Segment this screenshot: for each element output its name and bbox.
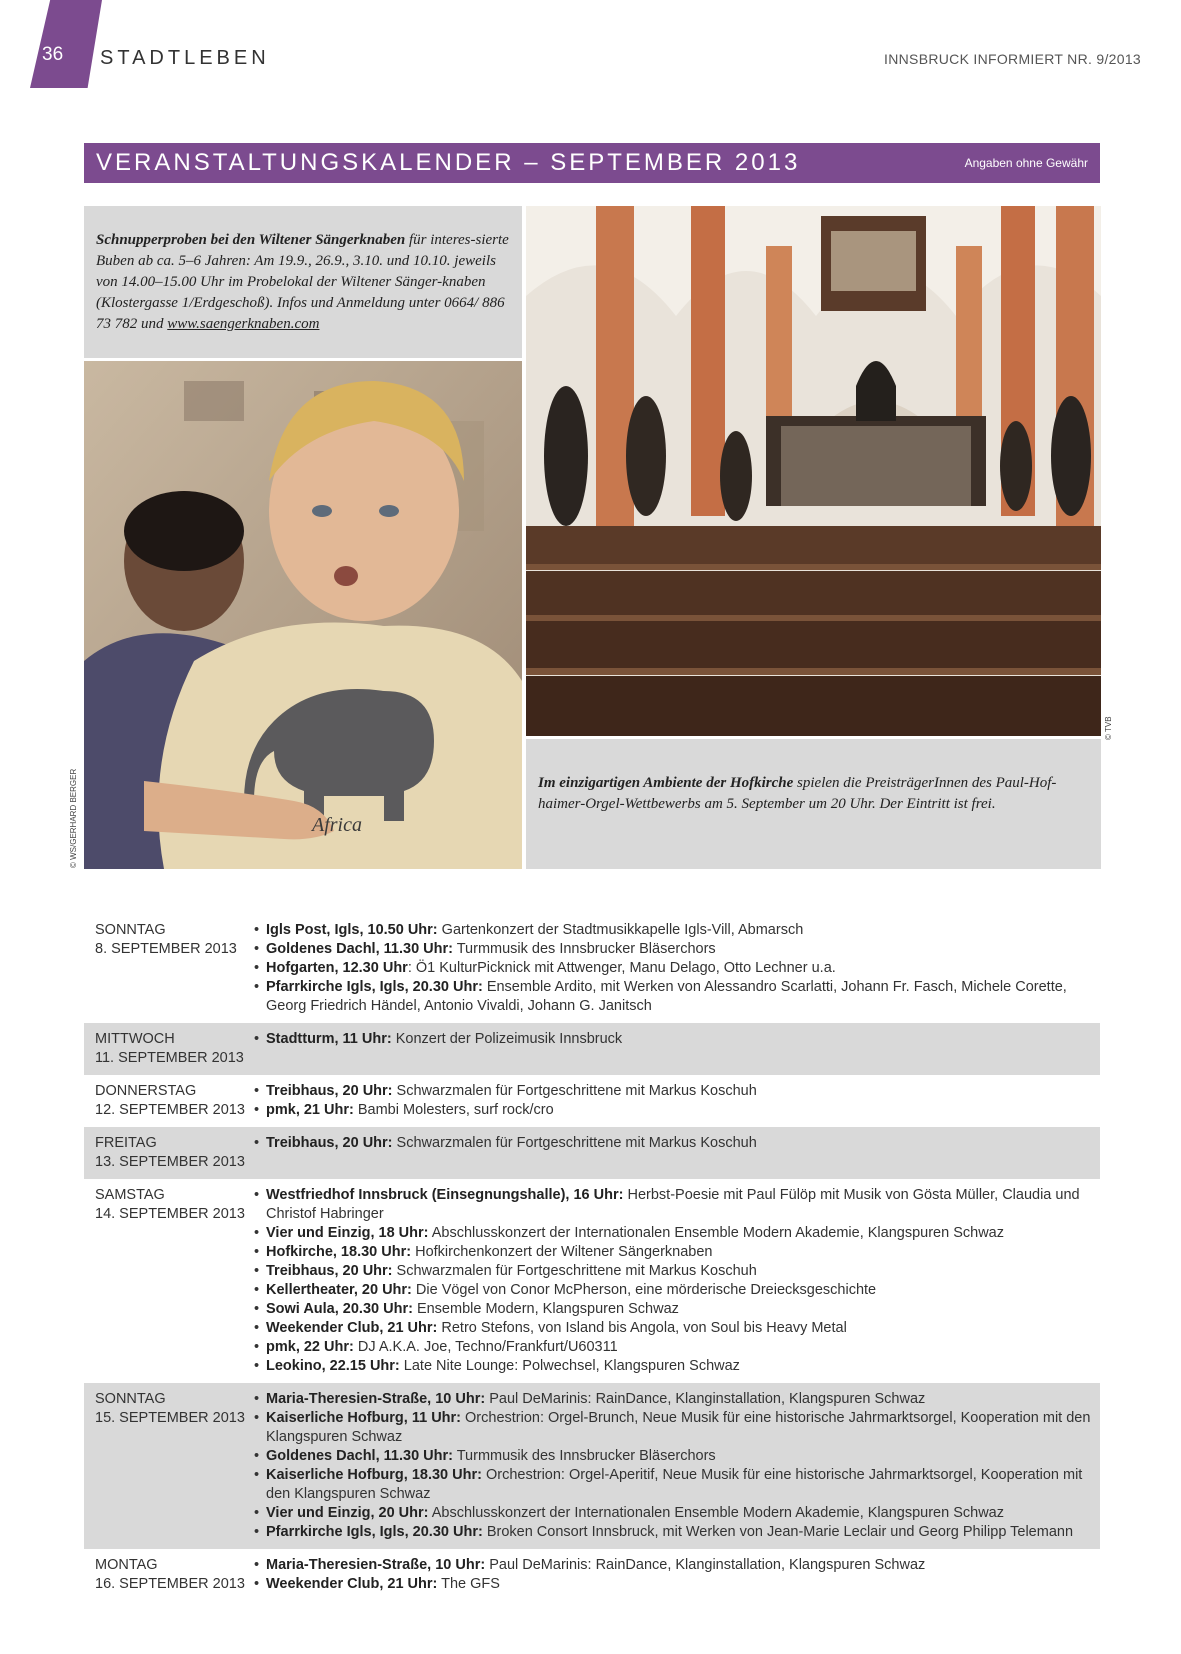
event-description: Turmmusik des Innsbrucker Bläserchors	[452, 941, 716, 957]
event-item	[252, 1556, 1100, 1575]
day-label	[84, 1556, 252, 1594]
event-place-time: Westfriedhof Innsbruck (Einsegnungshalle), 16 Uhr:	[266, 1187, 624, 1203]
event-place-time: Leokino, 22.15 Uhr:	[266, 1358, 400, 1374]
date: 15. SEPTEMBER 2013	[95, 1410, 245, 1426]
event-place-time: Maria-Theresien-Straße, 10 Uhr:	[266, 1391, 486, 1407]
saengerknaben-body: für interes-sierte Buben ab ca. 5–6 Jahren: Am 19.9., 26.9., 3.10. und 10.10. jeweils von 14.00–15.00 Uhr im Probelokal der Wiltener Sänger-knaben (Klostergasse 1/Erdgeschoß). Infos und Anmeldung unter 0664/ 886 73 782 und	[96, 232, 509, 332]
event-description: Ensemble Ardito, mit Werken von Alessandro Scarlatti, Johann Fr. Fasch, Michele Corette, Georg Friedrich Händel, Antonio Vivaldi, Johann G. Janitsch	[266, 979, 1067, 1014]
date: 8. SEPTEMBER 2013	[95, 941, 237, 957]
event-place-time: Sowi Aula, 20.30 Uhr:	[266, 1301, 413, 1317]
event-description: Schwarzmalen für Fortgeschrittene mit Markus Koschuh	[392, 1263, 757, 1279]
day-label	[84, 1082, 252, 1120]
event-item	[252, 1390, 1100, 1409]
weekday: SAMSTAG	[95, 1187, 165, 1203]
event-place-time: Treibhaus, 20 Uhr:	[266, 1135, 393, 1151]
event-description: Gartenkonzert der Stadtmusikkapelle Igls-Vill, Abmarsch	[437, 922, 804, 938]
hofkirche-teaser	[526, 739, 1101, 869]
event-place-time: Kaiserliche Hofburg, 18.30 Uhr:	[266, 1467, 482, 1483]
event-list	[252, 921, 1100, 1016]
event-item	[252, 1504, 1100, 1523]
event-description: Abschlusskonzert der Internationalen Ensemble Modern Akademie, Klangspuren Schwaz	[428, 1505, 1004, 1521]
event-item	[252, 1300, 1100, 1319]
weekday: MITTWOCH	[95, 1031, 175, 1047]
weekday: DONNERSTAG	[95, 1083, 197, 1099]
schedule-day-row	[84, 1023, 1100, 1075]
photo-hofkirche	[526, 206, 1101, 736]
saengerknaben-teaser	[84, 206, 522, 358]
weekday: SONNTAG	[95, 922, 166, 938]
event-description: Die Vögel von Conor McPherson, eine mörderische Dreiecksgeschichte	[411, 1282, 877, 1298]
event-list	[252, 1082, 1100, 1120]
event-place-time: Pfarrkirche Igls, Igls, 20.30 Uhr:	[266, 979, 483, 995]
event-place-time: Hofgarten, 12.30 Uhr	[266, 960, 408, 976]
weekday: SONNTAG	[95, 1391, 166, 1407]
event-list	[252, 1390, 1100, 1542]
schedule-day-row	[84, 1075, 1100, 1127]
event-item	[252, 1262, 1100, 1281]
event-description: Turmmusik des Innsbrucker Bläserchors	[452, 1448, 716, 1464]
event-place-time: Treibhaus, 20 Uhr:	[266, 1263, 393, 1279]
event-place-time: Stadtturm, 11 Uhr:	[266, 1031, 392, 1047]
event-item	[252, 1030, 1100, 1049]
issue-label: INNSBRUCK INFORMIERT NR. 9/2013	[884, 51, 1141, 67]
event-item	[252, 1575, 1100, 1594]
event-place-time: Goldenes Dachl, 11.30 Uhr:	[266, 1448, 453, 1464]
day-label	[84, 1186, 252, 1376]
event-place-time: Maria-Theresien-Straße, 10 Uhr:	[266, 1557, 486, 1573]
event-place-time: Vier und Einzig, 20 Uhr:	[266, 1505, 429, 1521]
event-item	[252, 1134, 1100, 1153]
event-place-time: Pfarrkirche Igls, Igls, 20.30 Uhr:	[266, 1524, 483, 1540]
photo-credit-boy: © WS/GERHARD BERGER	[69, 768, 78, 868]
schedule-day-row	[84, 914, 1100, 1023]
event-place-time: Vier und Einzig, 18 Uhr:	[266, 1225, 429, 1241]
event-item	[252, 1243, 1100, 1262]
disclaimer: Angaben ohne Gewähr	[964, 156, 1088, 170]
event-item	[252, 978, 1100, 1016]
event-place-time: Goldenes Dachl, 11.30 Uhr:	[266, 941, 453, 957]
event-description: Herbst-Poesie mit Paul Fülöp mit Musik von Gösta Müller, Claudia und Christof Habringer	[266, 1187, 1080, 1222]
day-label	[84, 1390, 252, 1542]
event-item	[252, 1319, 1100, 1338]
event-item	[252, 1447, 1100, 1466]
event-place-time: Kaiserliche Hofburg, 11 Uhr:	[266, 1410, 461, 1426]
event-description: Late Nite Lounge: Polwechsel, Klangspuren Schwaz	[399, 1358, 740, 1374]
event-description: : Ö1 KulturPicknick mit Attwenger, Manu Delago, Otto Lechner u.a.	[407, 960, 836, 976]
event-item	[252, 940, 1100, 959]
event-list	[252, 1556, 1100, 1594]
event-list	[252, 1134, 1100, 1172]
day-label	[84, 1134, 252, 1172]
schedule-day-row	[84, 1127, 1100, 1179]
event-description: Hofkirchenkonzert der Wiltener Sängerknaben	[411, 1244, 713, 1260]
event-place-time: Igls Post, Igls, 10.50 Uhr:	[266, 922, 438, 938]
saengerknaben-lead: Schnupperproben bei den Wiltener Sängerknaben	[96, 232, 406, 248]
section-label: STADTLEBEN	[100, 47, 270, 69]
page-title: VERANSTALTUNGSKALENDER – SEPTEMBER 2013	[96, 149, 801, 176]
event-item	[252, 921, 1100, 940]
event-place-time: pmk, 22 Uhr:	[266, 1339, 354, 1355]
event-description: Schwarzmalen für Fortgeschrittene mit Markus Koschuh	[392, 1083, 757, 1099]
date: 13. SEPTEMBER 2013	[95, 1154, 245, 1170]
event-item	[252, 1082, 1100, 1101]
event-description: DJ A.K.A. Joe, Techno/Frankfurt/U60311	[353, 1339, 618, 1355]
page-number: 36	[42, 44, 64, 65]
schedule-day-row	[84, 1549, 1100, 1601]
weekday: FREITAG	[95, 1135, 157, 1151]
weekday: MONTAG	[95, 1557, 158, 1573]
event-place-time: Hofkirche, 18.30 Uhr:	[266, 1244, 412, 1260]
event-place-time: Weekender Club, 21 Uhr:	[266, 1320, 438, 1336]
date: 14. SEPTEMBER 2013	[95, 1206, 245, 1222]
hofkirche-lead: Im einzigartigen Ambiente der Hofkirche	[538, 775, 794, 791]
event-description: Bambi Molesters, surf rock/cro	[353, 1102, 554, 1118]
date: 12. SEPTEMBER 2013	[95, 1102, 245, 1118]
shirt-print-text: Africa	[312, 814, 362, 836]
date: 11. SEPTEMBER 2013	[95, 1050, 244, 1066]
event-item	[252, 1357, 1100, 1376]
event-description: Orchestrion: Orgel-Brunch, Neue Musik für eine historische Jahrmarktsorgel, Kooperation mit den Klangspuren Schwaz	[266, 1410, 1091, 1445]
event-place-time: pmk, 21 Uhr:	[266, 1102, 354, 1118]
schedule-day-row	[84, 1179, 1100, 1383]
event-place-time: Weekender Club, 21 Uhr:	[266, 1576, 438, 1592]
photo-credit-church: © TVB	[1104, 716, 1113, 740]
event-description: Orchestrion: Orgel-Aperitif, Neue Musik für eine historische Jahrmarktsorgel, Kooperation mit den Klangspuren Schwaz	[266, 1467, 1083, 1502]
event-place-time: Kellertheater, 20 Uhr:	[266, 1282, 412, 1298]
event-description: Retro Stefons, von Island bis Angola, von Soul bis Heavy Metal	[437, 1320, 847, 1336]
hofkirche-illustration	[526, 206, 1101, 736]
date: 16. SEPTEMBER 2013	[95, 1576, 245, 1592]
event-list	[252, 1030, 1100, 1068]
event-item	[252, 1224, 1100, 1243]
day-label	[84, 1030, 252, 1068]
event-item	[252, 959, 1100, 978]
event-description: Konzert der Polizeimusik Innsbruck	[391, 1031, 623, 1047]
event-item	[252, 1409, 1100, 1447]
event-description: Ensemble Modern, Klangspuren Schwaz	[412, 1301, 679, 1317]
page-number-tab	[30, 0, 102, 88]
event-item	[252, 1523, 1100, 1542]
event-item	[252, 1338, 1100, 1357]
day-label	[84, 921, 252, 1016]
event-description: Schwarzmalen für Fortgeschrittene mit Markus Koschuh	[392, 1135, 757, 1151]
hofkirche-body: spielen die PreisträgerInnen des Paul-Hof-haimer-Orgel-Wettbewerbs am 5. September um 20 Uhr. Der Eintritt ist frei.	[538, 775, 1057, 812]
event-description: Broken Consort Innsbruck, mit Werken von Jean-Marie Leclair und Georg Philipp Telemann	[482, 1524, 1074, 1540]
event-item	[252, 1101, 1100, 1120]
event-description: Paul DeMarinis: RainDance, Klanginstallation, Klangspuren Schwaz	[485, 1391, 926, 1407]
calendar-title-bar	[84, 143, 1100, 183]
event-description: The GFS	[437, 1576, 500, 1592]
event-description: Abschlusskonzert der Internationalen Ensemble Modern Akademie, Klangspuren Schwaz	[428, 1225, 1004, 1241]
singing-boy-illustration	[84, 361, 522, 869]
schedule-day-row	[84, 1383, 1100, 1549]
event-item	[252, 1186, 1100, 1224]
photo-singing-boy	[84, 361, 522, 869]
event-description: Paul DeMarinis: RainDance, Klanginstallation, Klangspuren Schwaz	[485, 1557, 926, 1573]
event-place-time: Treibhaus, 20 Uhr:	[266, 1083, 393, 1099]
saengerknaben-link[interactable]: www.saengerknaben.com	[167, 316, 320, 332]
event-item	[252, 1281, 1100, 1300]
event-item	[252, 1466, 1100, 1504]
event-schedule	[84, 914, 1100, 1601]
event-list	[252, 1186, 1100, 1376]
